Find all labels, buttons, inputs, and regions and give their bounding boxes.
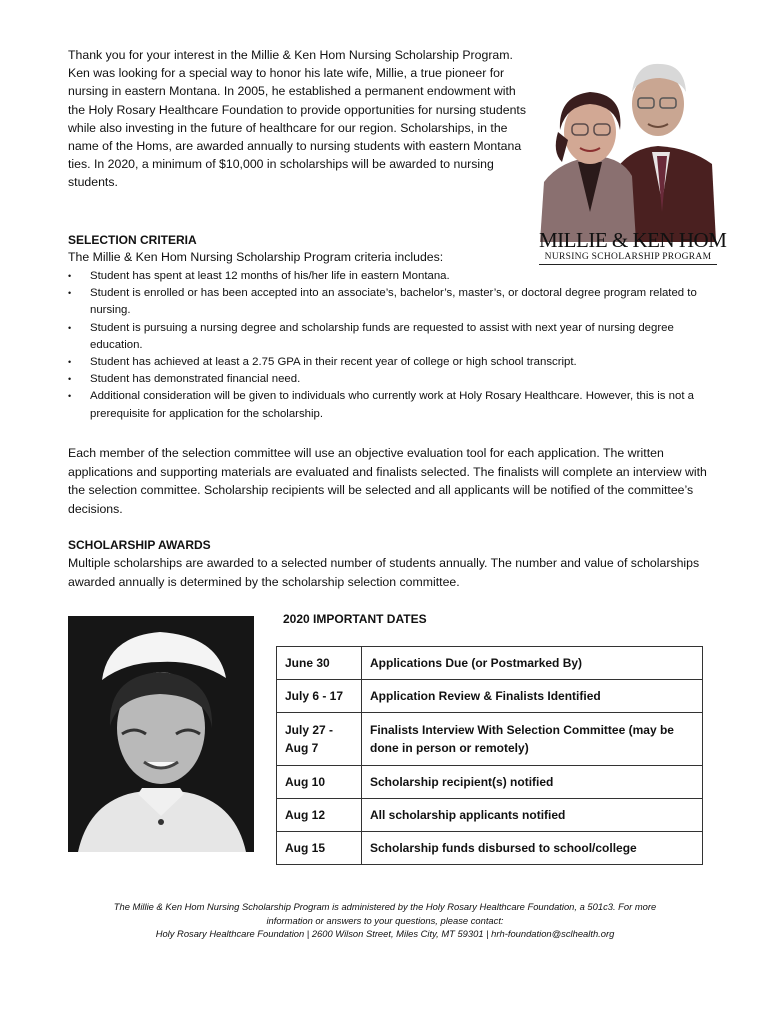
bullet-icon: •: [68, 322, 72, 333]
nurse-photo: [68, 616, 254, 852]
important-dates-heading: 2020 IMPORTANT DATES: [283, 612, 427, 626]
selection-criteria-heading: SELECTION CRITERIA: [68, 233, 197, 247]
criteria-list: [68, 268, 708, 423]
logo-title: MILLIE & KEN HOM: [539, 228, 727, 252]
bullet-icon: •: [68, 374, 72, 385]
footer-line-2: information or answers to your questions, please contact:: [266, 914, 504, 926]
event-cell: Scholarship funds disbursed to school/college: [362, 832, 703, 865]
footer-line-1: The Millie & Ken Hom Nursing Scholarship Program is administered by the Holy Rosary Healthcare Foundation, a 501c3. For more: [113, 901, 657, 912]
dates-table: [276, 646, 703, 865]
criteria-intro: The Millie & Ken Hom Nursing Scholarship Program criteria includes:: [68, 250, 444, 264]
list-item: • Student is enrolled or has been accepted into an associate’s, bachelor’s, master’s, or doctoral degree program related to nursing.: [68, 287, 697, 317]
event-cell: All scholarship applicants notified: [362, 799, 703, 832]
list-item: • Student has achieved at least a 2.75 GPA in their recent year of college or high school transcript.: [68, 354, 708, 371]
awards-paragraph: Multiple scholarships are awarded to a selected number of students annually. The number and value of scholarships awarded annually is determined by the scholarship selection committee.: [68, 556, 700, 589]
event-cell: Application Review & Finalists Identified: [362, 680, 703, 713]
table-row: [277, 766, 703, 799]
list-item: • Student has demonstrated financial need.: [68, 371, 708, 388]
logo-subtitle: NURSING SCHOLARSHIP PROGRAM: [539, 251, 717, 265]
event-cell: Applications Due (or Postmarked By): [362, 647, 703, 680]
date-cell: Aug 15: [277, 832, 362, 865]
table-row: [277, 799, 703, 832]
intro-paragraph: Thank you for your interest in the Millie & Ken Hom Nursing Scholarship Program. Ken was looking for a special way to honor his late wife, Millie, a true pioneer for nursing in eastern Montana. In 2005, he established a permanent endowment with the Holy Rosary Healthcare Foundation to provide opportunities for nursing students while also investing in the future of healthcare for our region. Scholarships, in the name of the Homs, are awarded annually to nursing students with eastern Montana ties. In 2020, a minimum of $10,000 in scholarships will be awarded to nursing students.: [68, 48, 526, 190]
program-logo: [539, 228, 727, 265]
date-cell: Aug 12: [277, 799, 362, 832]
footer-contact: Holy Rosary Healthcare Foundation | 2600 Wilson Street, Miles City, MT 59301 | hrh-foundation@sclhealth.org: [155, 928, 615, 940]
bullet-icon: •: [68, 271, 72, 281]
event-cell: Scholarship recipient(s) notified: [362, 766, 703, 799]
date-cell: June 30: [277, 647, 362, 680]
couple-photo: [540, 52, 716, 242]
event-cell: Finalists Interview With Selection Committee (may be done in person or remotely): [362, 713, 703, 766]
date-cell: July 27 - Aug 7: [277, 713, 362, 766]
table-row: [277, 832, 703, 865]
footer: [80, 900, 690, 941]
bullet-icon: •: [68, 391, 72, 402]
date-cell: July 6 - 17: [277, 680, 362, 713]
table-row: [277, 647, 703, 680]
table-row: [277, 680, 703, 713]
table-row: [277, 713, 703, 766]
list-item: • Student has spent at least 12 months of his/her life in eastern Montana.: [68, 268, 708, 285]
list-item: • Student is pursuing a nursing degree and scholarship funds are requested to assist with next year of nursing degree education.: [68, 321, 674, 351]
bullet-icon: •: [68, 288, 72, 299]
list-item: • Additional consideration will be given to individuals who currently work at Holy Rosary Healthcare. However, this is not a prerequisite for application for the scholarship.: [68, 390, 694, 420]
bullet-icon: •: [68, 357, 72, 368]
date-cell: Aug 10: [277, 766, 362, 799]
scholarship-awards-heading: SCHOLARSHIP AWARDS: [68, 538, 211, 552]
evaluation-paragraph: Each member of the selection committee will use an objective evaluation tool for each application. The written applications and supporting materials are evaluated and finalists selected. The finalists will complete an interview with the selection committee. Scholarship recipients will be selected and all applicants will be notified of the committee’s decisions.: [68, 446, 707, 516]
